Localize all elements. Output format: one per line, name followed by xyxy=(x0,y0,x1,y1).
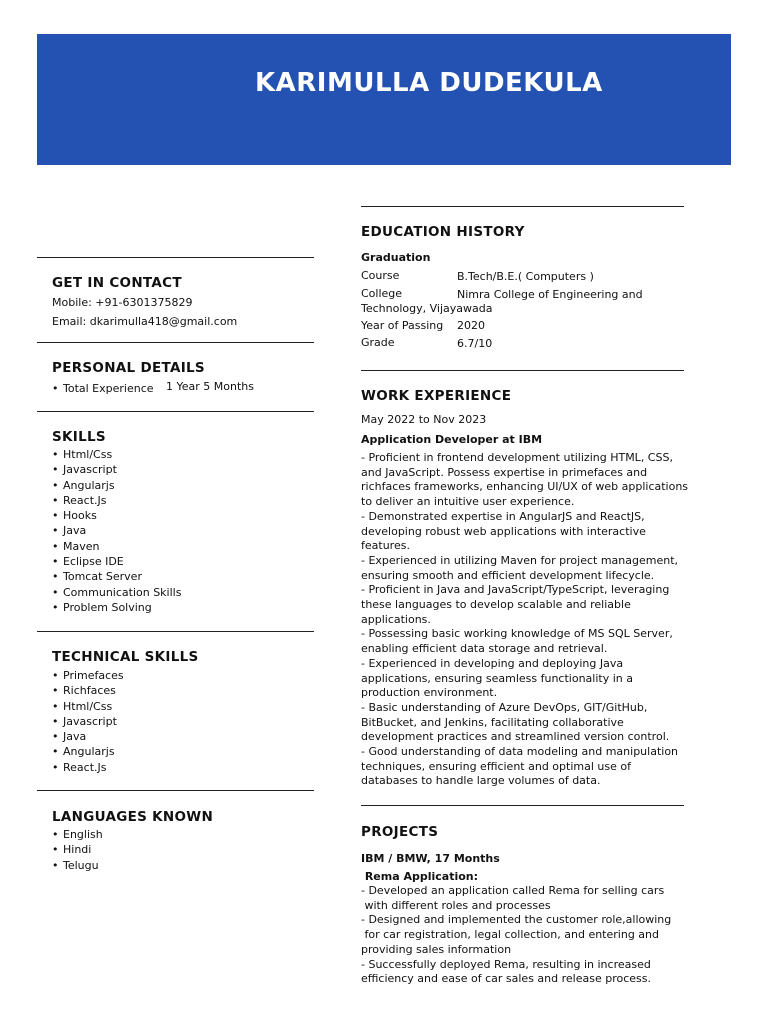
course-label: Course xyxy=(361,269,400,282)
work-line: - Proficient in Java and JavaScript/TypeScript, leveraging xyxy=(361,583,670,597)
list-item: • Html/Css xyxy=(52,447,181,462)
list-item: • Java xyxy=(52,523,181,538)
work-line: features. xyxy=(361,539,410,553)
list-item: • Primefaces xyxy=(52,668,124,683)
project-line: - Designed and implemented the customer role,allowing xyxy=(361,913,672,927)
work-title: WORK EXPERIENCE xyxy=(361,388,512,404)
work-role: Application Developer at IBM xyxy=(361,433,543,446)
project-line: providing sales information xyxy=(361,942,512,956)
grade-value: 6.7/10 xyxy=(457,337,493,350)
technical-skills-list xyxy=(52,668,124,775)
work-line: developing robust web applications with interactive xyxy=(361,524,646,538)
college-label: College xyxy=(361,287,403,300)
divider xyxy=(361,370,684,371)
work-line: development practices and streamlined version control. xyxy=(361,730,670,744)
list-item: • Eclipse IDE xyxy=(52,554,181,569)
skills-title: SKILLS xyxy=(52,429,106,445)
work-line: applications. xyxy=(361,612,431,626)
work-line: BitBucket, and Jenkins, facilitating collaborative xyxy=(361,715,624,729)
college-value-cont: Technology, Vijayawada xyxy=(361,302,493,315)
list-item: • Communication Skills xyxy=(52,585,181,600)
course-value: B.Tech/B.E.( Computers ) xyxy=(457,270,594,283)
project-line: - Successfully deployed Rema, resulting in increased xyxy=(361,957,651,971)
year-label: Year of Passing xyxy=(361,319,444,332)
divider xyxy=(37,411,314,412)
personal-title: PERSONAL DETAILS xyxy=(52,360,205,376)
project-line: for car registration, legal collection, and entering and xyxy=(361,928,659,942)
project-client: IBM / BMW, 17 Months xyxy=(361,852,500,865)
list-item: • React.Js xyxy=(52,760,124,775)
work-line: richfaces frameworks, enhancing UI/UX of web applications xyxy=(361,480,689,494)
list-item: • Maven xyxy=(52,539,181,554)
divider xyxy=(37,257,314,258)
personal-experience-value: 1 Year 5 Months xyxy=(166,380,254,393)
list-item: • Html/Css xyxy=(52,699,124,714)
project-description xyxy=(361,884,691,987)
work-line: - Basic understanding of Azure DevOps, GIT/GitHub, xyxy=(361,700,648,714)
work-line: these languages to develop scalable and reliable xyxy=(361,598,631,612)
languages-list xyxy=(52,827,103,873)
projects-title: PROJECTS xyxy=(361,824,439,840)
candidate-name: KARIMULLA DUDEKULA xyxy=(255,68,603,98)
divider xyxy=(37,631,314,632)
list-item: • Telugu xyxy=(52,858,103,873)
list-item: • Richfaces xyxy=(52,683,124,698)
list-item: • Problem Solving xyxy=(52,600,181,615)
skills-list xyxy=(52,447,181,615)
list-item: • Javascript xyxy=(52,462,181,477)
list-item: • Angularjs xyxy=(52,744,124,759)
list-item: • React.Js xyxy=(52,493,181,508)
work-line: - Demonstrated expertise in AngularJS and ReactJS, xyxy=(361,509,645,523)
work-line: techniques, ensuring efficient and optimal use of xyxy=(361,759,631,773)
technical-skills-title: TECHNICAL SKILLS xyxy=(52,649,199,665)
work-line: - Possessing basic working knowledge of MS SQL Server, xyxy=(361,627,673,641)
list-item: • Java xyxy=(52,729,124,744)
work-line: and JavaScript. Possess expertise in primefaces and xyxy=(361,465,648,479)
divider xyxy=(361,206,684,207)
list-item: • Hindi xyxy=(52,842,103,857)
work-line: ensuring smooth and efficient development lifecycle. xyxy=(361,568,655,582)
project-line: with different roles and processes xyxy=(361,898,551,912)
contact-email: Email: dkarimulla418@gmail.com xyxy=(52,315,238,328)
work-line: - Good understanding of data modeling and manipulation xyxy=(361,745,679,759)
grade-label: Grade xyxy=(361,336,395,349)
work-line: - Proficient in frontend development utilizing HTML, CSS, xyxy=(361,451,673,464)
list-item: • Hooks xyxy=(52,508,181,523)
work-line: databases to handle large volumes of data. xyxy=(361,774,601,788)
list-item: • Tomcat Server xyxy=(52,569,181,584)
list-item: • English xyxy=(52,827,103,842)
contact-mobile: Mobile: +91-6301375829 xyxy=(52,296,193,309)
header-band xyxy=(37,34,731,165)
personal-list xyxy=(52,381,154,396)
work-dates: May 2022 to Nov 2023 xyxy=(361,413,487,426)
contact-title: GET IN CONTACT xyxy=(52,275,182,291)
education-title: EDUCATION HISTORY xyxy=(361,224,525,240)
languages-title: LANGUAGES KNOWN xyxy=(52,809,214,825)
divider xyxy=(361,805,684,806)
project-line: efficiency and ease of car sales and release process. xyxy=(361,972,651,986)
personal-experience-label: • Total Experience xyxy=(52,381,154,396)
list-item: • Angularjs xyxy=(52,478,181,493)
work-line: - Experienced in developing and deploying Java xyxy=(361,656,624,670)
year-value: 2020 xyxy=(457,319,485,332)
work-description xyxy=(361,451,691,789)
list-item: • Javascript xyxy=(52,714,124,729)
work-line: - Experienced in utilizing Maven for project management, xyxy=(361,553,679,567)
divider xyxy=(37,790,314,791)
work-line: enabling efficient data storage and retrieval. xyxy=(361,642,608,656)
divider xyxy=(37,342,314,343)
work-line: applications, ensuring seamless functionality in a xyxy=(361,671,633,685)
project-name: Rema Application: xyxy=(361,870,479,883)
work-line: to deliver an intuitive user experience. xyxy=(361,495,575,509)
work-line: production environment. xyxy=(361,686,498,700)
college-value: Nimra College of Engineering and xyxy=(457,288,643,301)
project-line: - Developed an application called Rema for selling cars xyxy=(361,884,665,897)
education-subtitle: Graduation xyxy=(361,251,431,264)
